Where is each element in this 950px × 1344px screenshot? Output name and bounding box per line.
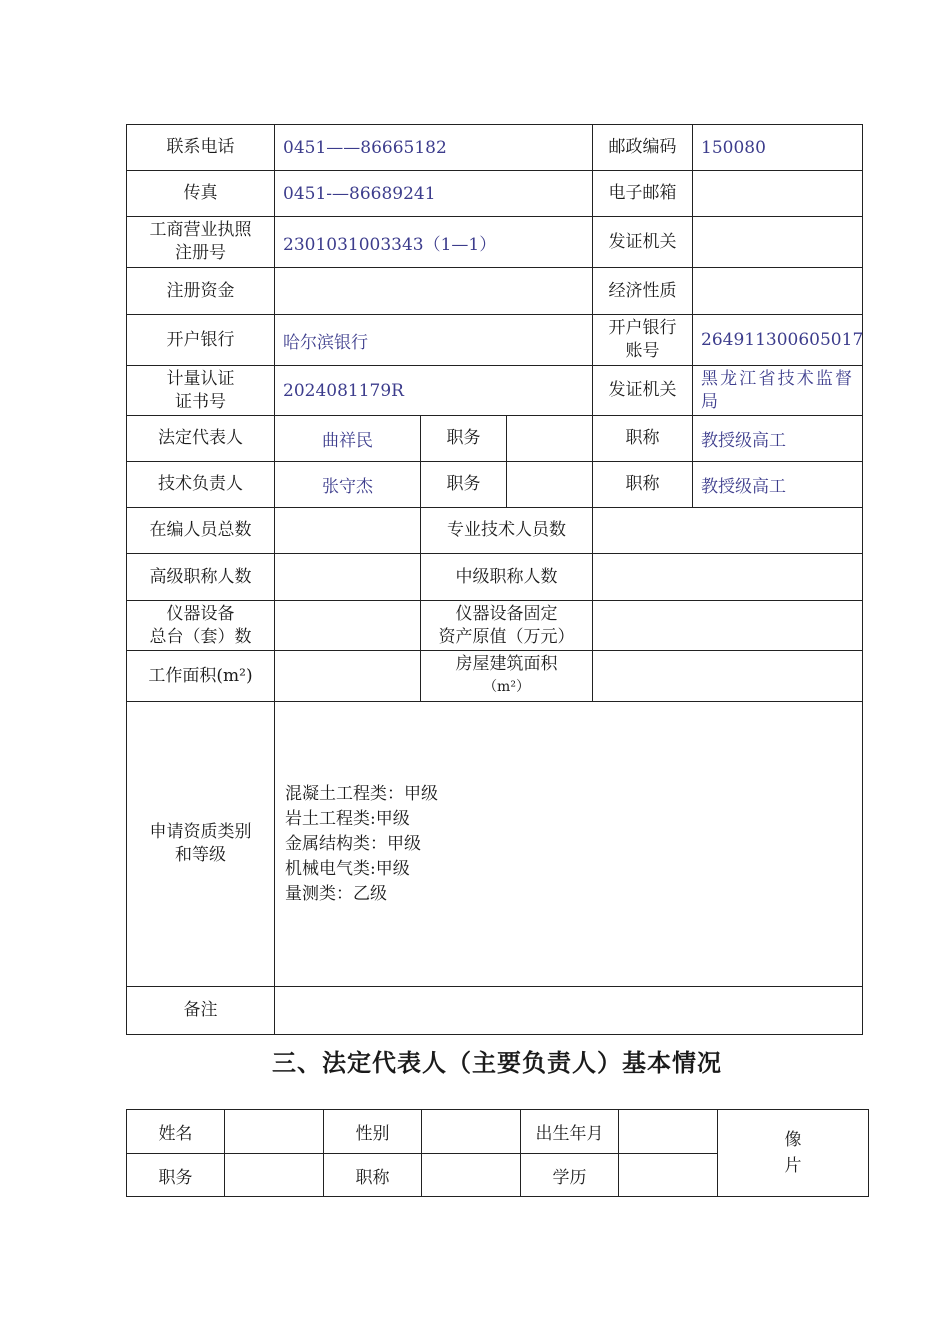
senior-value	[275, 554, 421, 601]
equip-asset-value	[593, 601, 863, 651]
qual-item: 岩土工程类:甲级	[285, 808, 410, 829]
license-label-line1: 工商营业执照	[149, 220, 252, 240]
title-label: 职称	[324, 1154, 422, 1197]
tech-head-value: 张守杰	[275, 462, 421, 508]
tech-duty-label: 职务	[421, 462, 507, 508]
legal-title-label: 职称	[593, 416, 693, 462]
photo-cell	[718, 1110, 869, 1197]
email-label: 电子邮箱	[593, 171, 693, 217]
row-bank	[127, 315, 863, 366]
legal-rep-table	[126, 1109, 869, 1197]
legal-duty-value	[507, 416, 593, 462]
cert-issuer-label: 发证机关	[593, 366, 693, 416]
mid-label: 中级职称人数	[421, 554, 593, 601]
staff-total-value	[275, 508, 421, 554]
license-value: 2301031003343（1—1）	[275, 217, 593, 268]
cert-issuer-value: 黑龙江省技术监督局	[693, 366, 863, 416]
capital-value	[275, 268, 593, 315]
birth-label: 出生年月	[521, 1110, 619, 1154]
legal-rep-label: 法定代表人	[127, 416, 275, 462]
remarks-label: 备注	[127, 987, 275, 1035]
tech-title-label: 职称	[593, 462, 693, 508]
bank-value: 哈尔滨银行	[275, 315, 593, 366]
qual-item: 量测类：乙级	[285, 883, 387, 904]
row-qualifications	[127, 702, 863, 987]
pro-staff-label: 专业技术人员数	[421, 508, 593, 554]
equip-count-value	[275, 601, 421, 651]
qual-label-line1: 申请资质类别	[149, 822, 252, 842]
equip-asset-label-line1: 仪器设备固定	[455, 603, 558, 624]
account-value: 264911300605017	[693, 315, 863, 366]
row-area	[127, 651, 863, 702]
duty-value	[225, 1154, 324, 1197]
qual-list	[275, 702, 863, 987]
pro-staff-value	[593, 508, 863, 554]
edu-label: 学历	[521, 1154, 619, 1197]
email-value	[693, 171, 863, 217]
gender-label: 性别	[324, 1110, 422, 1154]
duty-label: 职务	[127, 1154, 225, 1197]
tech-head-label: 技术负责人	[127, 462, 275, 508]
row-titles	[127, 554, 863, 601]
account-label	[593, 315, 693, 366]
work-area-value	[275, 651, 421, 702]
equip-count-label-line2: 总台（套）数	[149, 626, 252, 647]
row-staff	[127, 508, 863, 554]
issuer-label: 发证机关	[593, 217, 693, 268]
qual-label-line2: 和等级	[175, 845, 226, 865]
name-value	[225, 1110, 324, 1154]
tech-title-value: 教授级高工	[693, 462, 863, 508]
qual-label	[127, 702, 275, 987]
econ-value	[693, 268, 863, 315]
name-label: 姓名	[127, 1110, 225, 1154]
equip-count-label-line1: 仪器设备	[166, 603, 235, 624]
row-tech-head	[127, 462, 863, 508]
issuer-value	[693, 217, 863, 268]
unit-info-table	[126, 124, 863, 1035]
row-license	[127, 217, 863, 268]
row-phone	[127, 125, 863, 171]
section-title: 三、法定代表人（主要负责人）基本情况	[272, 1049, 722, 1077]
postcode-label: 邮政编码	[593, 125, 693, 171]
legal-duty-label: 职务	[421, 416, 507, 462]
birth-value	[619, 1110, 718, 1154]
qual-item: 机械电气类:甲级	[285, 858, 410, 879]
equip-asset-label-line2: 资产原值（万元）	[438, 626, 575, 647]
legal-title-value: 教授级高工	[693, 416, 863, 462]
row-fax	[127, 171, 863, 217]
tech-duty-value	[507, 462, 593, 508]
econ-label: 经济性质	[593, 268, 693, 315]
work-area-label: 工作面积(m²)	[127, 651, 275, 702]
row-legal-rep	[127, 416, 863, 462]
equip-count-label	[127, 601, 275, 651]
bank-label: 开户银行	[127, 315, 275, 366]
legal-rep-value: 曲祥民	[275, 416, 421, 462]
photo-label-line2: 片	[784, 1156, 802, 1176]
edu-value	[619, 1154, 718, 1197]
postcode-value: 150080	[693, 125, 863, 171]
cert-value: 2024081179R	[275, 366, 593, 416]
building-area-label	[421, 651, 593, 702]
qual-item: 金属结构类：甲级	[285, 833, 421, 854]
qual-item: 混凝土工程类：甲级	[285, 783, 438, 804]
remarks-value	[275, 987, 863, 1035]
row-cert	[127, 366, 863, 416]
cert-label-line2: 证书号	[175, 391, 226, 412]
phone-value: 0451——86665182	[275, 125, 593, 171]
title-value	[422, 1154, 521, 1197]
row-name	[127, 1110, 869, 1154]
fax-label: 传真	[127, 171, 275, 217]
license-label-line2: 注册号	[175, 243, 226, 263]
building-area-label-line1: 房屋建筑面积	[455, 654, 558, 674]
fax-value: 0451-—86689241	[275, 171, 593, 217]
row-equipment	[127, 601, 863, 651]
building-area-label-line2: （m²）	[483, 679, 530, 695]
senior-label: 高级职称人数	[127, 554, 275, 601]
row-remarks	[127, 987, 863, 1035]
staff-total-label: 在编人员总数	[127, 508, 275, 554]
account-label-line2: 账号	[625, 341, 660, 361]
capital-label: 注册资金	[127, 268, 275, 315]
phone-label: 联系电话	[127, 125, 275, 171]
mid-value	[593, 554, 863, 601]
photo-label-line1: 像	[784, 1130, 802, 1150]
gender-value	[422, 1110, 521, 1154]
cert-label-line1: 计量认证	[166, 368, 235, 389]
row-capital	[127, 268, 863, 315]
building-area-value	[593, 651, 863, 702]
license-label	[127, 217, 275, 268]
account-label-line1: 开户银行	[608, 318, 677, 338]
equip-asset-label	[421, 601, 593, 651]
cert-label	[127, 366, 275, 416]
